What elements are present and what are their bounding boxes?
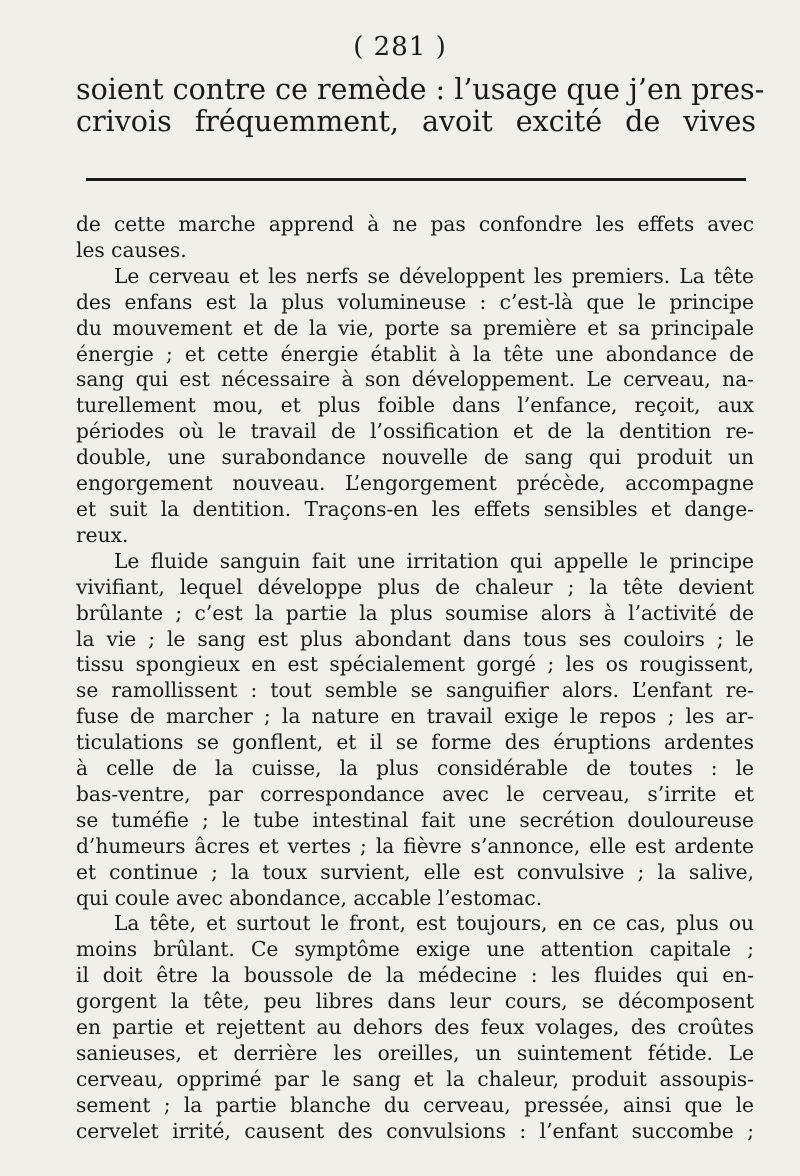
text-line: sanieuses, et derrière les oreilles, un suintement fétide. Le (76, 1041, 754, 1065)
text-line: d’humeurs âcres et vertes ; la fièvre s’annonce, elle est ardente (76, 833, 754, 858)
text-line: et suit la dentition. Traçons-en les effets sensibles et dange- (76, 496, 754, 521)
text-line: engorgement nouveau. L’engorgement précède, accompagne (76, 471, 754, 496)
text-line: les causes. (76, 237, 187, 262)
paragraph-start-line: Le fluide sanguin fait une irritation qui appelle le principe (114, 548, 754, 573)
text-line: sement ; la partie blanche du cerveau, pressée, ainsi que le (76, 1092, 754, 1117)
text-line: cerveau, opprimé par le sang et la chaleur, produit assoupis- (76, 1066, 754, 1091)
text-line: il doit être la boussole de la médecine : les fluides qui en- (76, 963, 754, 988)
text-line: moins brûlant. Ce symptôme exige une attention capitale ; (76, 937, 754, 962)
fragment-line: soient contre ce remède : l’usage que j’en pres- (76, 73, 765, 106)
text-line: se ramollissent : tout semble se sanguifier alors. L’enfant re- (76, 678, 754, 703)
text-line: sang qui est nécessaire à son développement. Le cerveau, na- (76, 367, 754, 392)
text-line: se tuméfie ; le tube intestinal fait une secrétion douloureuse (76, 807, 754, 832)
text-line: ticulations se gonflent, et il se forme des éruptions ardentes (76, 730, 754, 755)
text-line: la vie ; le sang est plus abondant dans tous ses couloirs ; le (76, 626, 754, 651)
page-number: ( 281 ) (353, 32, 447, 62)
text-line: tissu spongieux en est spécialement gorgé ; les os rougissent, (76, 652, 754, 677)
text-line: à celle de la cuisse, la plus considérable de toutes : le (76, 756, 754, 781)
text-line: énergie ; et cette énergie établit à la tête une abondance de (76, 341, 754, 366)
separator-rule (86, 178, 746, 181)
text-line: des enfans est la plus volumineuse : c’est-là que le principe (76, 289, 754, 314)
body-text (76, 212, 754, 1145)
text-line: gorgent la tête, peu libres dans leur cours, se décomposent (76, 989, 754, 1014)
text-line: qui coule avec abondance, accable l’estomac. (76, 885, 543, 910)
paragraph-start-line: Le cerveau et les nerfs se développent les premiers. La tête (114, 263, 754, 288)
text-line: reux. (76, 522, 129, 547)
text-line: de cette marche apprend à ne pas confondre les effets avec (76, 212, 754, 236)
fragment-line: crivois fréquemment, avoit excité de vives (76, 105, 756, 138)
text-line: et continue ; la toux survient, elle est convulsive ; la salive, (76, 859, 754, 884)
text-line: périodes où le travail de l’ossification et de la dentition re- (76, 419, 754, 444)
text-line: cervelet irrité, causent des convulsions : l’enfant succombe ; (76, 1118, 754, 1143)
text-line: brûlante ; c’est la partie la plus soumise alors à l’activité de (76, 600, 754, 625)
text-line: bas-ventre, par correspondance avec le cerveau, s’irrite et (76, 781, 754, 806)
continued-fragment (76, 73, 765, 138)
text-line: du mouvement et de la vie, porte sa première et sa principale (76, 315, 754, 340)
text-line: vivifiant, lequel développe plus de chaleur ; la tête devient (76, 574, 754, 599)
text-line: double, une surabondance nouvelle de sang qui produit un (76, 445, 754, 470)
text-line: turellement mou, et plus foible dans l’enfance, reçoit, aux (76, 393, 754, 418)
paragraph-start-line: La tête, et surtout le front, est toujours, en ce cas, plus ou (114, 911, 754, 936)
text-line: en partie et rejettent au dehors des feux volages, des croûtes (76, 1015, 754, 1040)
text-line: fuse de marcher ; la nature en travail exige le repos ; les ar- (76, 704, 754, 729)
